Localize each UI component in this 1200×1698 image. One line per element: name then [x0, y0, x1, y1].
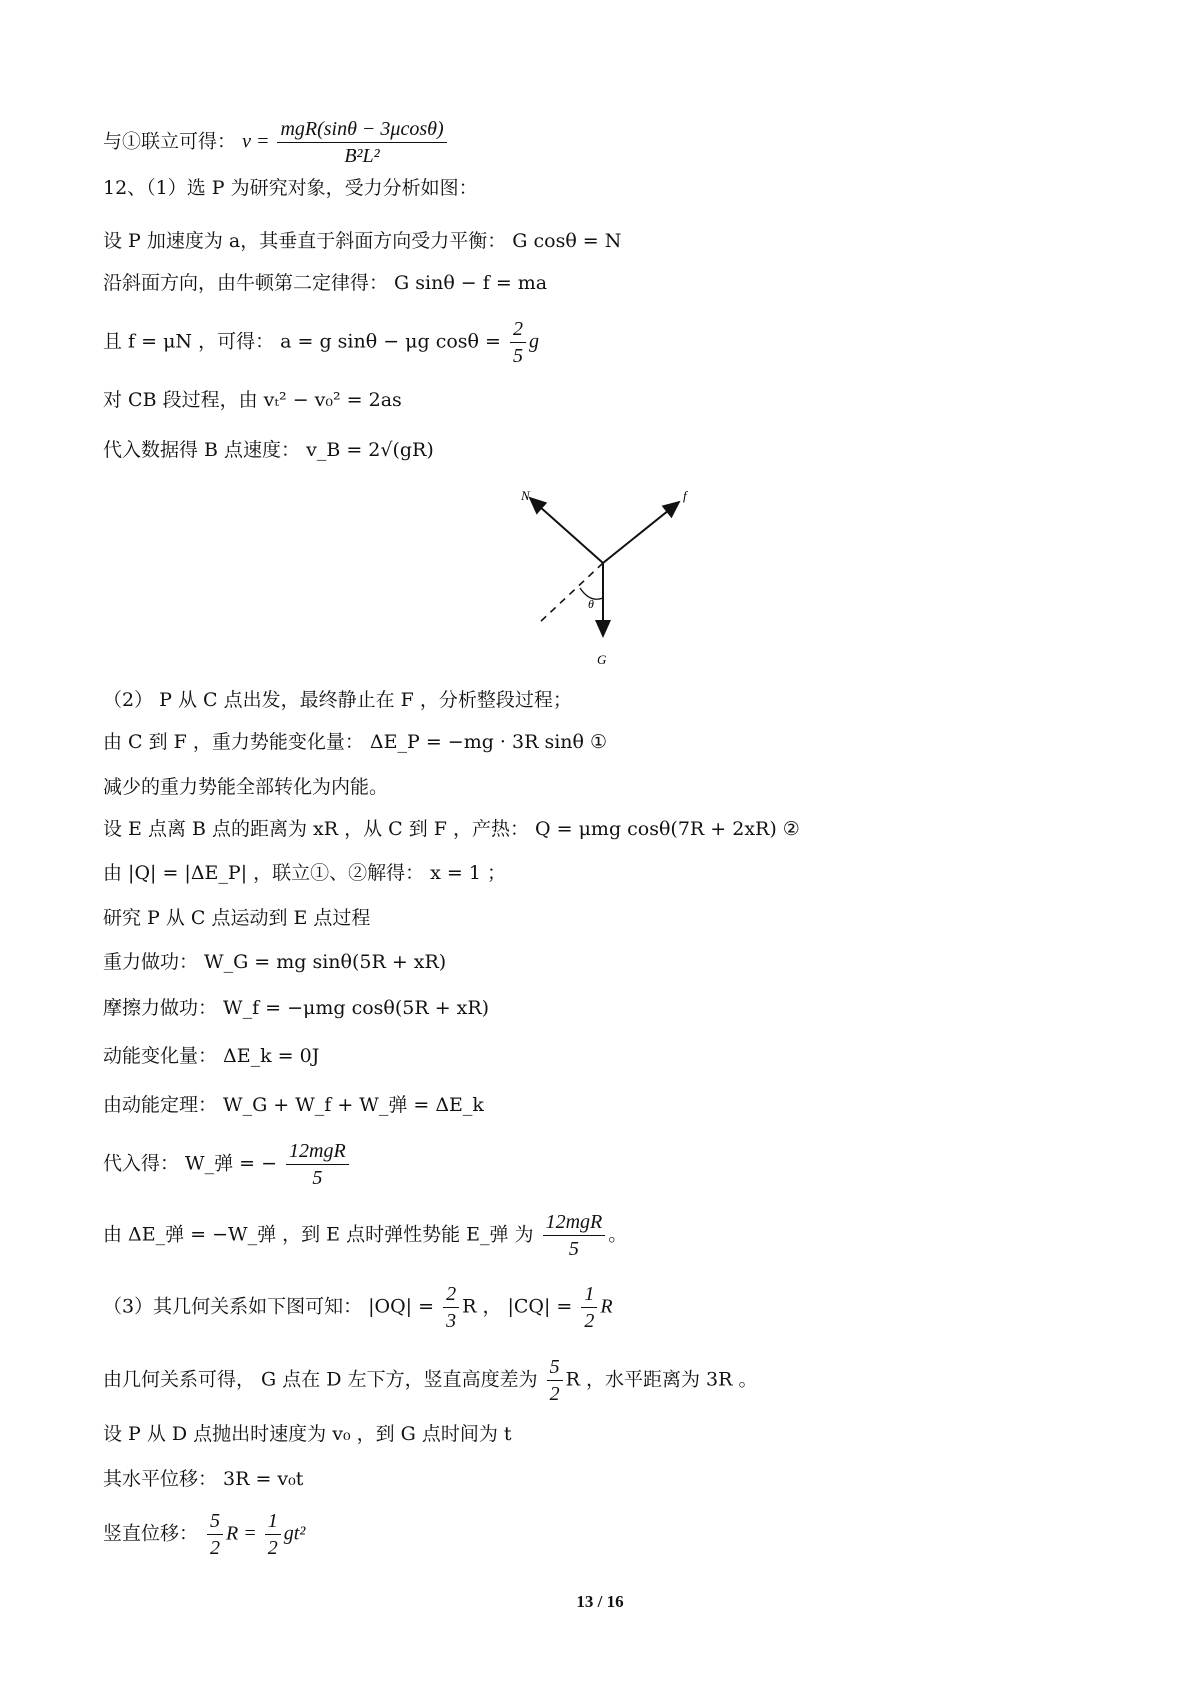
line-5: 且 f = μN ，可得： a = g sinθ − μg cosθ = $\frac{2}{5}$ g — [103, 318, 539, 367]
fraction: $\frac{\text{12mgR}}{5}$ — [286, 1140, 349, 1189]
friction-force-arrow — [603, 502, 679, 563]
line-12: 由 |Q| = |ΔE_P| ，联立①、②解得： x = 1 ； — [103, 862, 507, 884]
line-22: 设 P 从 D 点抛出时速度为 v₀ ，到 G 点时间为 t — [103, 1423, 512, 1445]
force-diagram — [495, 478, 715, 673]
line-15: 摩擦力做功： W_f = −μmg cosθ(5R + xR) — [103, 997, 490, 1019]
line-17: 由动能定理： W_G + W_f + W_弹 = ΔE_k — [103, 1094, 484, 1116]
line-19: 由 ΔE_弹 = −W_弹 ，到 E 点时弹性势能 E_弹 为 $\frac{\text{12mgR}}{5}$ 。 — [103, 1211, 628, 1260]
normal-force-arrow — [530, 498, 603, 563]
line-11: 设 E 点离 B 点的距离为 xR ，从 C 到 F ，产热： Q = μmg cosθ(7R + 2xR) ② — [103, 818, 800, 840]
line-3: 设 P 加速度为 a，其垂直于斜面方向受力平衡： G cosθ = N — [103, 230, 622, 252]
label-f: f — [683, 488, 687, 503]
line-9: 由 C 到 F ，重力势能变化量： ΔE_P = −mg · 3R sinθ ① — [103, 731, 608, 753]
dashed-incline-line — [539, 563, 603, 623]
line-14: 重力做功： W_G = mg sinθ(5R + xR) — [103, 951, 447, 973]
line-23: 其水平位移： 3R = v₀t — [103, 1468, 304, 1490]
fraction: $\frac{1}{2}$ — [581, 1283, 597, 1332]
fraction: $\frac{2}{5}$ — [510, 318, 526, 367]
fraction: $\frac{\text{mgR(sinθ − 3μcosθ)}}{\text{B²L²}}$ — [277, 118, 446, 167]
label-theta: θ — [588, 597, 594, 611]
page-number: 13 / 16 — [576, 1592, 624, 1611]
fraction: $\frac{1}{2}$ — [265, 1510, 281, 1559]
line-24: 竖直位移： $\frac{5}{2}$ R = $\frac{1}{2}$ gt² — [103, 1510, 306, 1559]
line-16: 动能变化量： ΔE_k = 0J — [103, 1045, 320, 1067]
line-6: 对 CB 段过程，由 vₜ² − v₀² = 2as — [103, 389, 402, 411]
fraction: $\frac{\text{12mgR}}{5}$ — [543, 1211, 606, 1260]
line-1: 与①联立可得： v = $\frac{\text{mgR(sinθ − 3μcosθ)}}{\text{B²L²}}$ — [103, 118, 450, 167]
line-2: 12、（1）选 P 为研究对象，受力分析如图： — [103, 177, 478, 199]
line-13: 研究 P 从 C 点运动到 E 点过程 — [103, 907, 371, 929]
line-20: （3）其几何关系如下图可知： |OQ| = $\frac{2}{3}$ R ， |CQ| = $\frac{1}{2}$ R — [103, 1283, 613, 1332]
fraction: $\frac{5}{2}$ — [547, 1356, 563, 1405]
line-18: 代入得： W_弹 = − $\frac{\text{12mgR}}{5}$ — [103, 1140, 352, 1189]
fraction: $\frac{2}{3}$ — [443, 1283, 459, 1332]
line-10: 减少的重力势能全部转化为内能。 — [103, 776, 389, 798]
label-N: N — [521, 488, 530, 503]
line-8: （2） P 从 C 点出发，最终静止在 F ，分析整段过程； — [103, 689, 572, 711]
fraction: $\frac{5}{2}$ — [207, 1510, 223, 1559]
line-4: 沿斜面方向，由牛顿第二定律得： G sinθ − f = ma — [103, 272, 548, 294]
line-7: 代入数据得 B 点速度： v_B = 2√(gR) — [103, 439, 434, 461]
label-G: G — [597, 652, 607, 667]
line-21: 由几何关系可得， G 点在 D 左下方，竖直高度差为 $\frac{5}{2}$ R ，水平距离为 3R 。 — [103, 1356, 758, 1405]
